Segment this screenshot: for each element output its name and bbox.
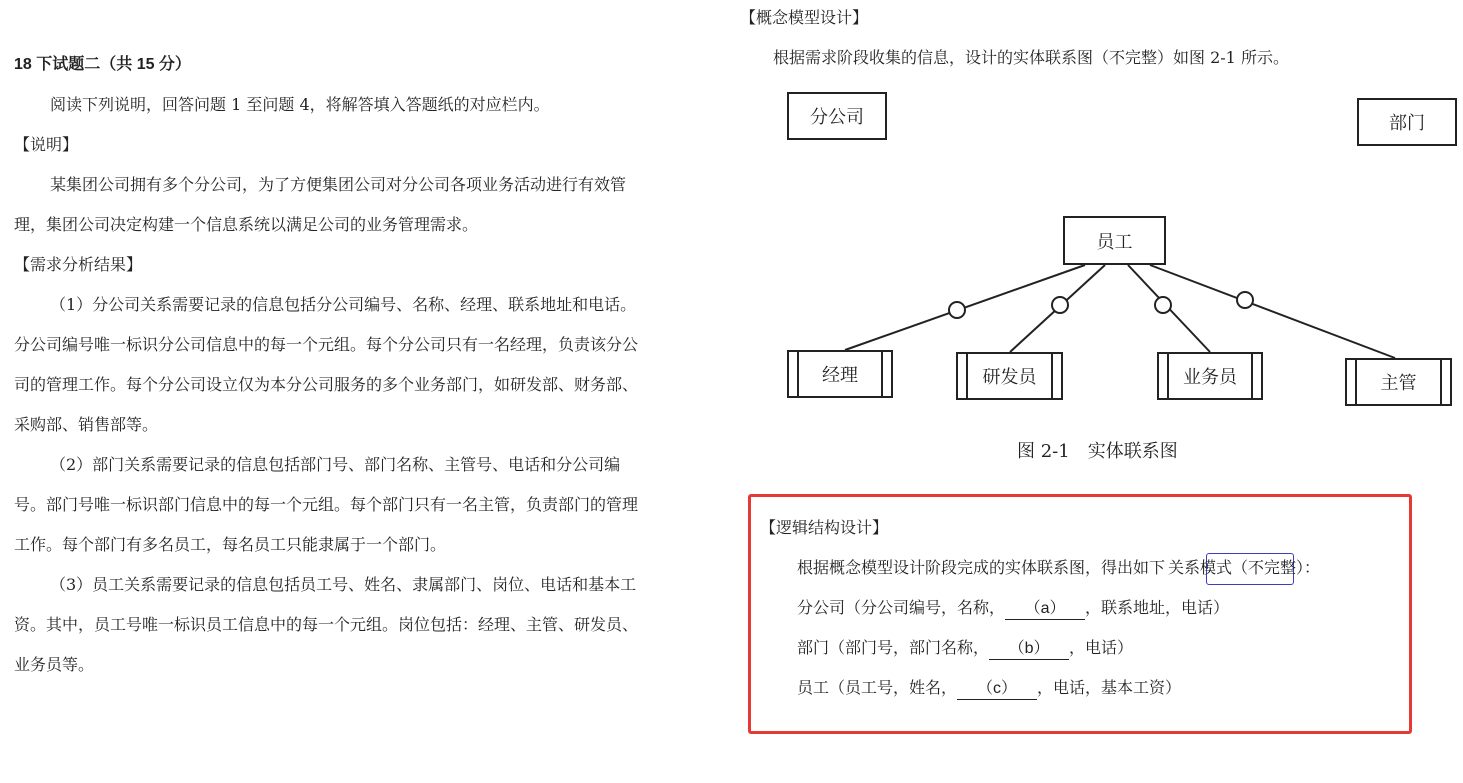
question-title: 18 下试题二（共 15 分） xyxy=(14,56,191,73)
requirement-line: 业务员等。 xyxy=(14,655,95,674)
schema-text: ，联系地址，电话） xyxy=(1085,598,1230,617)
blank-a: （a） xyxy=(1005,599,1085,620)
logic-text-marked: 关系模式 xyxy=(1168,558,1233,577)
schema-text: ，电话） xyxy=(1069,638,1134,657)
requirement-line: 司的管理工作。每个分公司设立仅为本分公司服务的多个业务部门，如研发部、财务部、 xyxy=(14,375,639,394)
schema-text: 分公司（分公司编号，名称， xyxy=(797,598,1006,617)
blank-c: （c） xyxy=(957,679,1037,700)
section-heading-description: 【说明】 xyxy=(14,135,79,154)
figure-caption: 图 2-1 实体联系图 xyxy=(1017,441,1178,462)
concept-text: 根据需求阶段收集的信息，设计的实体联系图（不完整）如图 2-1 所示。 xyxy=(773,48,1289,67)
requirement-line: 工作。每个部门有多名员工，每名员工只能隶属于一个部门。 xyxy=(14,535,447,554)
schema-text: 员工（员工号，姓名， xyxy=(797,678,958,697)
intro-text: 阅读下列说明，回答问题 1 至问题 4，将解答填入答题纸的对应栏内。 xyxy=(50,95,550,114)
entity-employee: 员工 xyxy=(1063,216,1166,265)
optional-circle xyxy=(1052,297,1068,313)
schema-employee xyxy=(797,678,1181,700)
optional-circle xyxy=(949,302,965,318)
schema-text: ，电话，基本工资） xyxy=(1037,678,1182,697)
section-heading-concept: 【概念模型设计】 xyxy=(740,8,869,27)
description-line: 某集团公司拥有多个分公司，为了方便集团公司对分公司各项业务活动进行有效管 xyxy=(50,175,627,194)
requirement-line: （2）部门关系需要记录的信息包括部门号、部门名称、主管号、电话和分公司编 xyxy=(50,455,621,474)
requirement-line: 分公司编号唯一标识分公司信息中的每一个元组。每个分公司只有一名经理，负责该分公 xyxy=(14,335,639,354)
entity-salesman: 业务员 xyxy=(1157,352,1263,400)
logic-text xyxy=(797,558,1320,578)
entity-supervisor: 主管 xyxy=(1345,358,1452,406)
entity-department: 部门 xyxy=(1357,98,1457,146)
section-heading-requirements: 【需求分析结果】 xyxy=(14,255,143,274)
optional-circle xyxy=(1155,297,1171,313)
entity-manager: 经理 xyxy=(787,350,893,398)
requirement-line: （3）员工关系需要记录的信息包括员工号、姓名、隶属部门、岗位、电话和基本工 xyxy=(50,575,637,594)
logic-text-a: 根据概念模型设计阶段完成的实体联系图，得出如下 xyxy=(797,558,1166,577)
schema-branch xyxy=(797,598,1229,620)
relationship-line xyxy=(1150,265,1395,358)
requirement-line: （1）分公司关系需要记录的信息包括分公司编号、名称、经理、联系地址和电话。 xyxy=(50,295,637,314)
requirement-line: 采购部、销售部等。 xyxy=(14,415,159,434)
entity-researcher: 研发员 xyxy=(956,352,1063,400)
entity-branch: 分公司 xyxy=(787,92,887,140)
blank-b: （b） xyxy=(989,639,1069,660)
section-heading-logic: 【逻辑结构设计】 xyxy=(760,518,889,537)
optional-circle xyxy=(1237,292,1253,308)
schema-text: 部门（部门号，部门名称， xyxy=(797,638,990,657)
description-line: 理，集团公司决定构建一个信息系统以满足公司的业务管理需求。 xyxy=(14,215,479,234)
requirement-line: 号。部门号唯一标识部门信息中的每一个元组。每个部门只有一名主管，负责部门的管理 xyxy=(14,495,639,514)
logic-text-b: （不完整）： xyxy=(1232,558,1321,577)
schema-department xyxy=(797,638,1133,660)
requirement-line: 资。其中，员工号唯一标识员工信息中的每一个元组。岗位包括：经理、主管、研发员、 xyxy=(14,615,639,634)
